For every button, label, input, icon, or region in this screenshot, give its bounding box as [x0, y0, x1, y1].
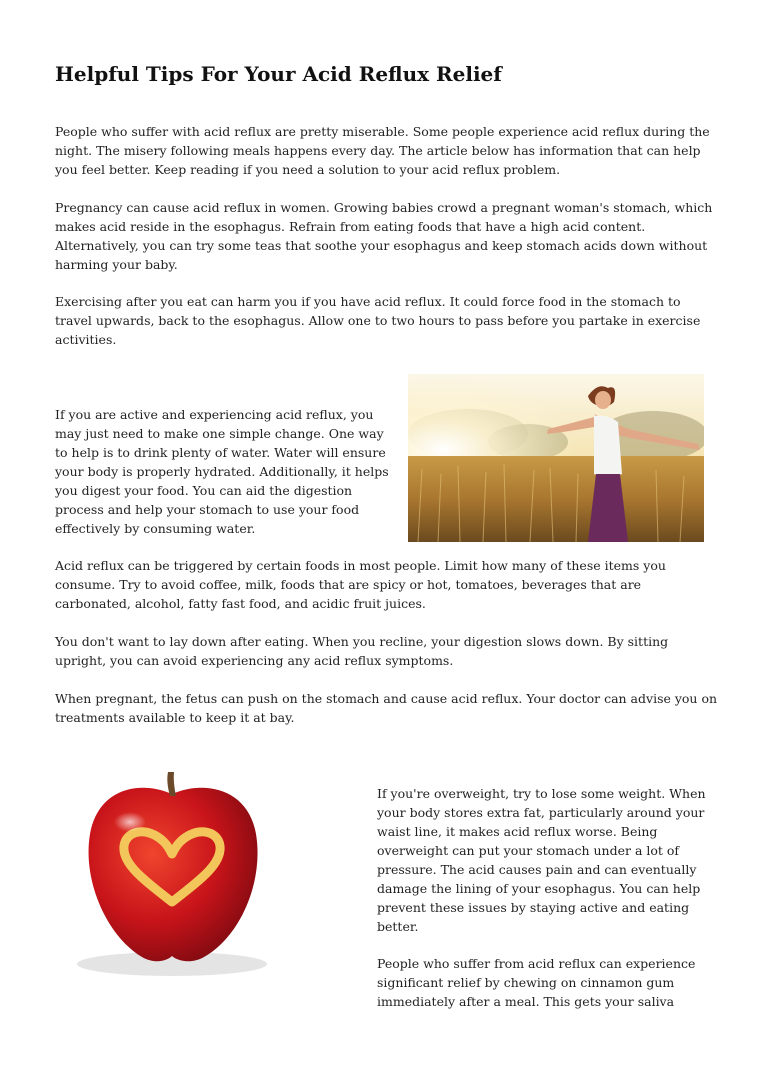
- paragraph-lay-down: You don't want to lay down after eating. When you recline, your digestion slows down. By sitting upright, you can avoid experiencing any acid reflux symptoms.: [55, 634, 669, 668]
- red-apple-with-heart-photo: [60, 752, 368, 982]
- paragraph-pregnancy: Pregnancy can cause acid reflux in women. Growing babies crowd a pregnant woman's stomach, which makes acid reside in the esophagus. Refrain from eating foods that have a high acid content. Alternatively, you can try some teas that soothe your esophagus and keep stomach acids down without harming your baby.: [55, 200, 713, 272]
- paragraph-pregnant-fetus: When pregnant, the fetus can push on the stomach and cause acid reflux. Your doctor can advise you on treatments available to keep it at bay.: [55, 691, 718, 725]
- paragraph-trigger-foods: Acid reflux can be triggered by certain foods in most people. Limit how many of these items you consume. Try to avoid coffee, milk, foods that are spicy or hot, tomatoes, beverages that are carbonated, alcohol, fatty fast food, and acidic fruit juices.: [55, 558, 666, 611]
- paragraph-intro: People who suffer with acid reflux are pretty miserable. Some people experience acid reflux during the night. The misery following meals happens every day. The article below has information that can help you feel better. Keep reading if you need a solution to your acid reflux problem.: [55, 124, 710, 177]
- paragraph-cinnamon-gum: People who suffer from acid reflux can experience significant relief by chewing on cinnamon gum immediately after a meal. This gets your saliva: [377, 956, 696, 1009]
- woman-in-wheat-field-photo: [408, 374, 704, 542]
- paragraph-overweight: If you're overweight, try to lose some weight. When your body stores extra fat, particularly around your waist line, it makes acid reflux worse. Being overweight can put your stomach under a lot of pressure. The acid causes pain and can eventually damage the lining of your esophagus. You can help prevent these issues by staying active and eating better.: [377, 786, 706, 934]
- paragraph-water: If you are active and experiencing acid reflux, you may just need to make one simple change. One way to help is to drink plenty of water. Water will ensure your body is properly hydrated. Additionally, it helps you digest your food. You can aid the digestion process and help your stomach to use your food effectively by consuming water.: [55, 407, 389, 536]
- paragraph-exercise: Exercising after you eat can harm you if you have acid reflux. It could force food in the stomach to travel upwards, back to the esophagus. Allow one to two hours to pass before you partake in exercise activities.: [55, 294, 701, 347]
- page-title: Helpful Tips For Your Acid Reflux Relief: [55, 62, 502, 86]
